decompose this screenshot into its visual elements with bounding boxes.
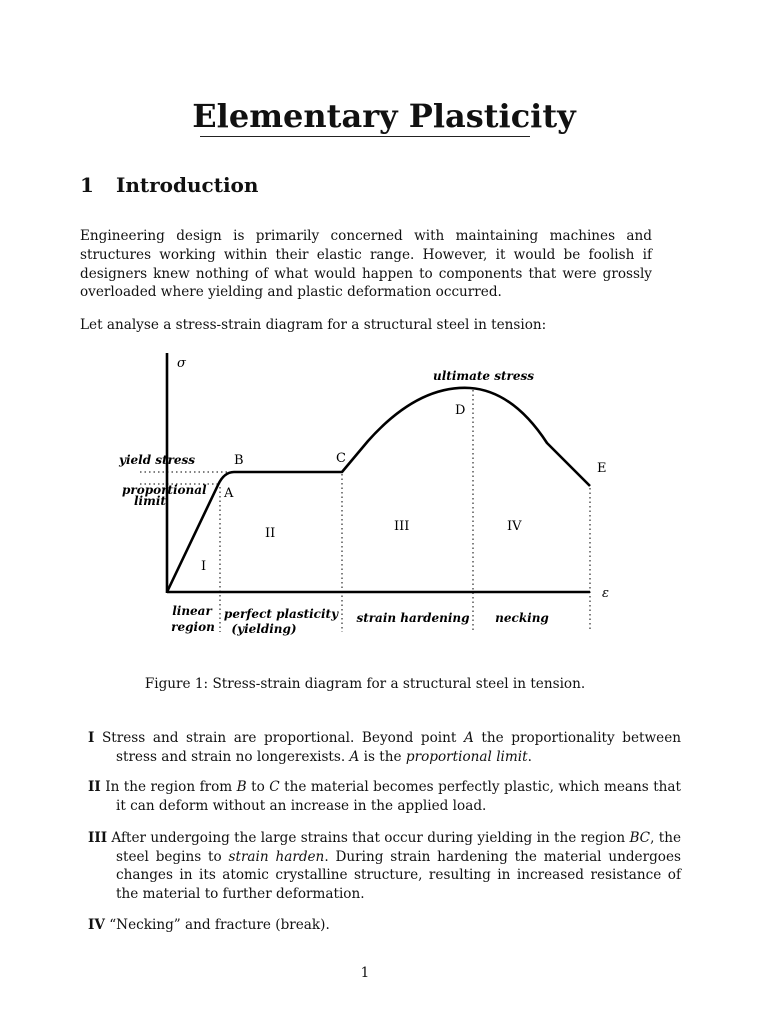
perfect-plasticity-label: perfect plasticity xyxy=(223,607,339,621)
body-text: to xyxy=(246,779,270,795)
emphasis-text: B xyxy=(236,779,247,795)
point-C-label: C xyxy=(336,451,346,466)
list-item xyxy=(88,778,681,815)
emphasis-text: proportional limit xyxy=(405,748,528,765)
intro-paragraph: Engineering design is primarily concerned with maintaining machines and structures working within their elastic range. However, it would be foolish if designers knew nothing of what would happen to components that were grossly overloaded where yielding and plastic deformation occurred. xyxy=(80,228,652,301)
proportional-limit-annotation: proportional xyxy=(122,483,207,497)
emphasis-text: A xyxy=(463,730,474,746)
body-text: “Necking” and fracture (break). xyxy=(109,917,330,933)
body-text: , the steel begins to xyxy=(116,830,681,865)
item-text xyxy=(111,830,681,902)
body-text: is the xyxy=(359,748,406,765)
item-text xyxy=(109,917,330,933)
list-item xyxy=(88,916,681,935)
body-text: After undergoing the large strains that occur during yielding in the region xyxy=(111,830,630,846)
x-axis-label: ε xyxy=(602,586,609,601)
body-text: In the region from xyxy=(105,779,237,795)
figure-caption: Figure 1: Stress-strain diagram for a structural steel in tension. xyxy=(144,676,586,692)
body-text: the material becomes perfectly plastic, which means that it can deform without an increase in the applied load. xyxy=(116,779,681,814)
document-title: Elementary Plasticity xyxy=(192,97,576,135)
body-text: . During strain hardening the material undergoes changes in its atomic crystalline structure, resulting in increased resistance of the material to further deformation. xyxy=(116,848,682,902)
item-text xyxy=(102,730,681,765)
region-II-label: II xyxy=(265,526,276,541)
stress-strain-diagram xyxy=(100,345,630,640)
emphasis-text: strain harden xyxy=(228,848,325,865)
page-number: 1 xyxy=(360,965,370,981)
body-text: . xyxy=(527,748,532,765)
region-III-label: III xyxy=(394,519,410,534)
point-B-label: B xyxy=(234,453,244,468)
section-heading xyxy=(80,172,258,198)
body-text: Stress and strain are proportional. Beyond point xyxy=(101,730,464,746)
y-axis-label: σ xyxy=(177,356,186,371)
item-label: II xyxy=(88,779,101,795)
region-IV-label: IV xyxy=(507,519,522,534)
region-I-label: I xyxy=(201,559,207,574)
yielding-label: (yielding) xyxy=(231,622,297,636)
linear-region-label-2: region xyxy=(171,620,215,634)
title-underline xyxy=(200,136,530,137)
necking-label: necking xyxy=(495,611,549,625)
body-text: the proportionality between stress and strain no longerexists. xyxy=(116,730,681,765)
point-A-label: A xyxy=(224,486,234,501)
point-D-label: D xyxy=(455,403,466,418)
list-item xyxy=(88,729,681,766)
list-item xyxy=(88,829,681,903)
proportional-limit-annotation-2: limit xyxy=(134,494,166,508)
ultimate-stress-annotation: ultimate stress xyxy=(433,369,534,383)
linear-region-label: linear xyxy=(172,604,212,618)
section-number: 1 xyxy=(80,173,94,197)
item-label: I xyxy=(88,730,95,746)
emphasis-text: BC xyxy=(629,830,651,846)
item-label: IV xyxy=(88,917,105,933)
point-E-label: E xyxy=(597,461,607,476)
section-title: Introduction xyxy=(116,173,259,197)
strain-hardening-label: strain hardening xyxy=(356,611,470,625)
item-text xyxy=(105,779,681,814)
figure-lead-paragraph: Let analyse a stress-strain diagram for a structural steel in tension: xyxy=(80,317,547,333)
item-label: III xyxy=(88,830,108,846)
emphasis-text: C xyxy=(269,779,280,795)
emphasis-text: A xyxy=(349,748,360,765)
yield-stress-annotation: yield stress xyxy=(119,453,196,467)
